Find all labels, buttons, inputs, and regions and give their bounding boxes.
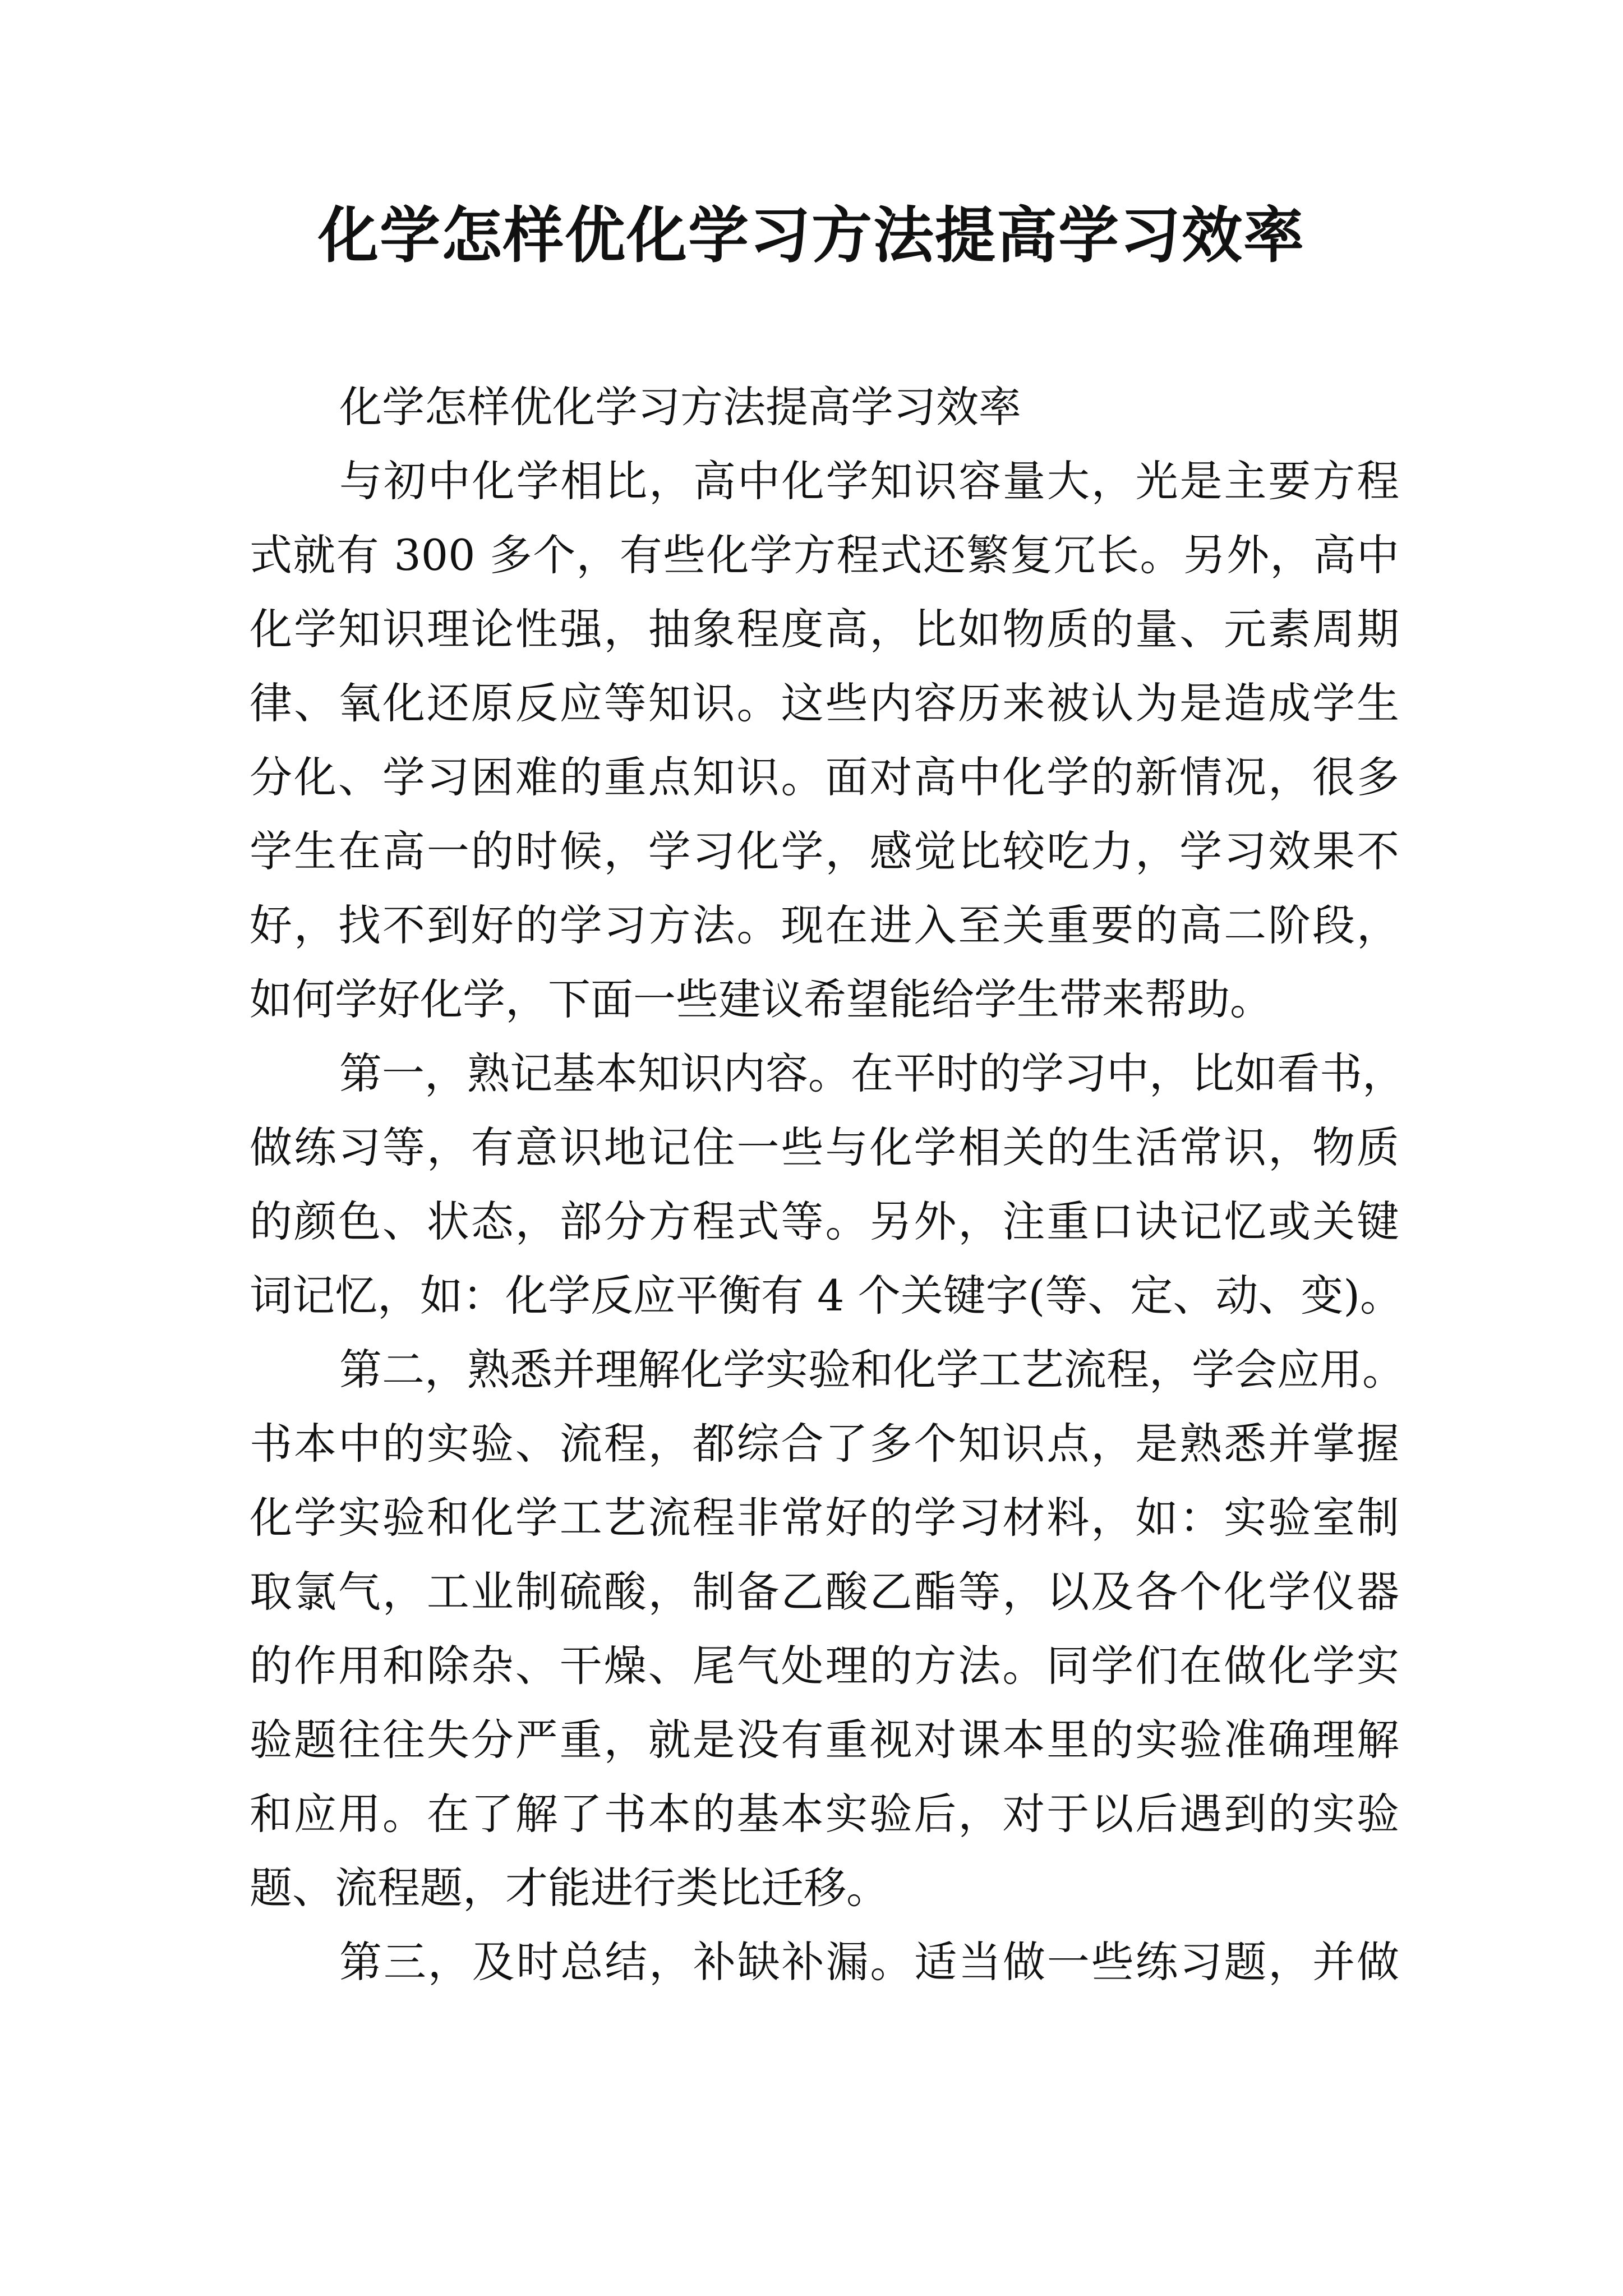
paragraph-line: 如何学好化学，下面一些建议希望能给学生带来帮助。 — [250, 974, 1272, 1024]
paragraph-line: 第三，及时总结，补缺补漏。适当做一些练习题，并做 — [339, 1937, 1399, 1987]
paragraph-line: 题、流程题，才能进行类比迁移。 — [250, 1863, 889, 1913]
paragraph-line: 化学知识理论性强，抽象程度高，比如物质的量、元素周期 — [250, 604, 1399, 654]
paragraph-line: 第一，熟记基本知识内容。在平时的学习中，比如看书， — [339, 1048, 1405, 1098]
paragraph-line: 书本中的实验、流程，都综合了多个知识点，是熟悉并掌握 — [250, 1419, 1399, 1469]
paragraph-line: 第二，熟悉并理解化学实验和化学工艺流程，学会应用。 — [339, 1345, 1405, 1395]
paragraph-line: 学生在高一的时候，学习化学，感觉比较吃力，学习效果不 — [250, 826, 1399, 876]
document-body — [250, 370, 1405, 1999]
paragraph-line: 与初中化学相比，高中化学知识容量大，光是主要方程 — [339, 456, 1399, 506]
paragraph-line: 的颜色、状态，部分方程式等。另外，注重口诀记忆或关键 — [250, 1197, 1399, 1246]
paragraph-line: 好，找不到好的学习方法。现在进入至关重要的高二阶段， — [250, 900, 1399, 950]
paragraph-line: 分化、学习困难的重点知识。面对高中化学的新情况，很多 — [250, 752, 1399, 802]
paragraph-line: 式就有 300 多个，有些化学方程式还繁复冗长。另外，高中 — [250, 530, 1399, 580]
paragraph-line: 词记忆，如：化学反应平衡有 4 个关键字(等、定、动、变)。 — [250, 1271, 1403, 1320]
paragraph-line: 的作用和除杂、干燥、尾气处理的方法。同学们在做化学实 — [250, 1641, 1399, 1691]
paragraph-line: 取氯气，工业制硫酸，制备乙酸乙酯等，以及各个化学仪器 — [250, 1567, 1399, 1617]
paragraph-line: 和应用。在了解了书本的基本实验后，对于以后遇到的实验 — [250, 1789, 1399, 1839]
paragraph-line: 验题往往失分严重，就是没有重视对课本里的实验准确理解 — [250, 1715, 1399, 1765]
paragraph-line: 律、氧化还原反应等知识。这些内容历来被认为是造成学生 — [250, 678, 1399, 728]
paragraph-line: 做练习等，有意识地记住一些与化学相关的生活常识，物质 — [250, 1122, 1399, 1172]
paragraph-line: 化学实验和化学工艺流程非常好的学习材料，如：实验室制 — [250, 1493, 1399, 1543]
subtitle-line: 化学怎样优化学习方法提高学习效率 — [339, 382, 1021, 432]
document-title: 化学怎样优化学习方法提高学习效率 — [317, 200, 1305, 271]
